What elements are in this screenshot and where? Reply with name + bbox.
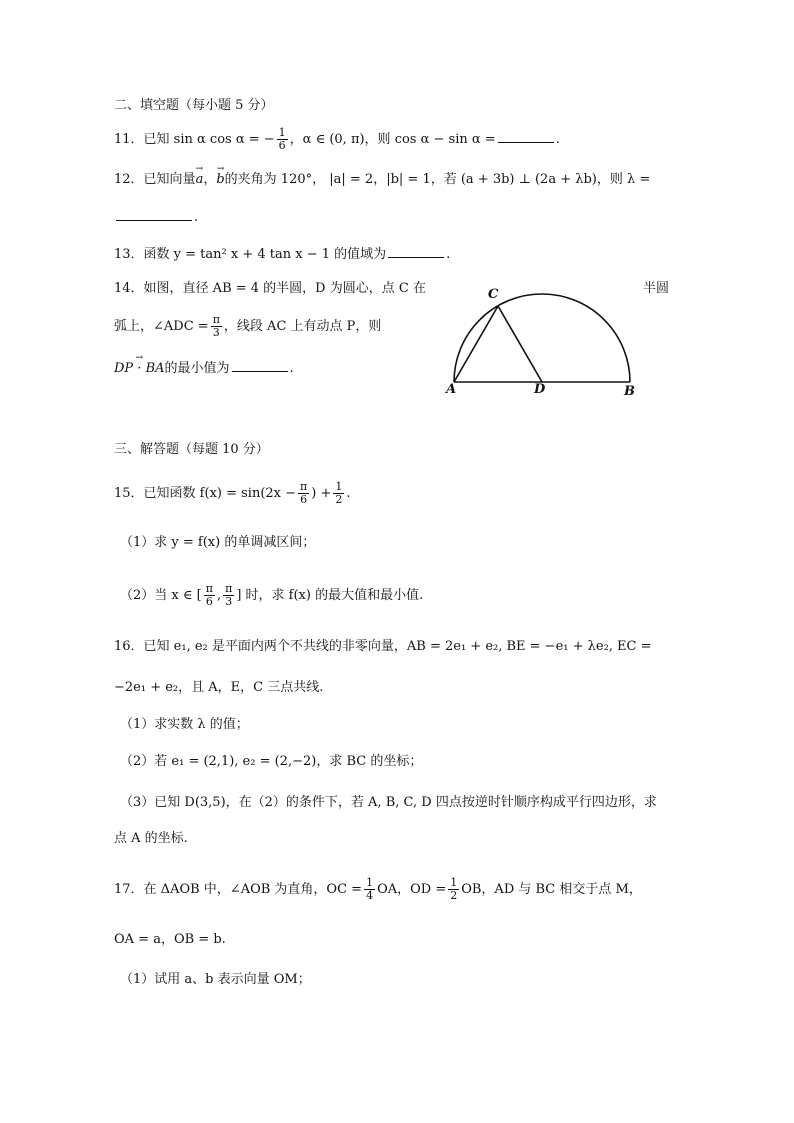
- segment-cd: [498, 306, 542, 382]
- answer-blank[interactable]: [388, 243, 444, 258]
- question-17-line2: [114, 930, 226, 950]
- point-label-a: A: [446, 382, 457, 397]
- fraction: [204, 583, 215, 608]
- part-text: （1）求实数 λ 的值；: [120, 717, 249, 732]
- separator: ，: [203, 172, 217, 187]
- question-text: 函数 y = tan² x + 4 tan x − 1 的值域为: [143, 247, 387, 262]
- part-text: （3）已知 D(3,5)，在（2）的条件下，若 A, B, C, D 四点按逆时针顺序构成平行四边形，求: [120, 795, 657, 810]
- question-16-part-3-line2: [114, 829, 188, 849]
- question-13: [114, 243, 450, 265]
- question-text: ，α ∈ (0, π)，则 cos α − sin α =: [289, 132, 496, 147]
- question-text: 已知向量: [143, 172, 196, 187]
- point-label-c: C: [488, 287, 499, 302]
- question-text: |a| = 2，|b| = 1，若 (a + 3b) ⊥ (2a + λb)，则 λ =: [329, 172, 651, 187]
- vector-b: → b: [216, 170, 224, 190]
- vector-expression: → DP · BA: [114, 359, 165, 379]
- question-number: 14．: [114, 281, 144, 296]
- question-16-part-3: [120, 793, 657, 813]
- point-label-b: B: [624, 384, 635, 399]
- section-heading-text: 三、解答题（每题 10 分）: [114, 442, 269, 457]
- fraction: [333, 481, 344, 506]
- question-number: 13．: [114, 247, 144, 262]
- question-12: [114, 170, 650, 190]
- question-text: 在 ΔAOB 中，∠AOB 为直角，OC =: [143, 882, 363, 897]
- fraction-numerator: 1: [278, 126, 286, 139]
- question-17: [114, 877, 642, 902]
- point-label-d: D: [534, 382, 546, 397]
- part-text: 点 A 的坐标.: [114, 831, 188, 846]
- answer-blank[interactable]: [232, 357, 288, 372]
- question-text: ，线段 AC 上有动点 P，则: [223, 319, 382, 334]
- question-15: [114, 481, 351, 506]
- question-text: OA，OD =: [377, 882, 447, 897]
- fraction-denominator: 3: [225, 595, 233, 608]
- question-16-part-1: [120, 715, 249, 735]
- fraction-numerator: 1: [366, 876, 374, 889]
- fraction-numerator: π: [225, 582, 233, 595]
- question-number: 15．: [114, 486, 144, 501]
- fraction-denominator: 2: [335, 493, 343, 506]
- question-end: .: [289, 361, 294, 376]
- vector-a: → a: [196, 170, 204, 190]
- question-text: 已知函数 f(x) = sin(2x −: [143, 486, 297, 501]
- separator: ,: [216, 588, 222, 603]
- fraction-numerator: π: [205, 582, 213, 595]
- question-end: .: [194, 210, 199, 225]
- question-text: 半圆: [643, 281, 670, 296]
- question-number: 17．: [114, 882, 144, 897]
- section-heading-fill-in: [114, 96, 274, 116]
- fraction-denominator: 3: [212, 326, 220, 339]
- fraction-numerator: π: [300, 480, 308, 493]
- fraction-numerator: π: [212, 313, 220, 326]
- fraction: [298, 481, 309, 506]
- question-11: [114, 127, 560, 152]
- question-text: 的最小值为: [164, 361, 230, 376]
- question-17-part-1: [120, 970, 311, 990]
- fraction: [277, 127, 288, 152]
- question-text: 如图，直径 AB = 4 的半圆，D 为圆心，点 C 在: [143, 281, 426, 296]
- question-text: 已知 sin α cos α = −: [143, 132, 275, 147]
- fraction: [448, 877, 459, 902]
- part-text: （2）若 e₁ = (2,1), e₂ = (2,−2)，求 BC 的坐标；: [120, 754, 423, 769]
- question-14: [114, 279, 426, 299]
- semicircle-figure: [440, 280, 680, 410]
- question-16-part-2: [120, 752, 422, 772]
- question-16: [114, 637, 652, 657]
- part-text: （2）当 x ∈ [: [120, 588, 202, 603]
- section-heading-solutions: [114, 440, 269, 460]
- question-15-part-2: [120, 583, 423, 608]
- part-text: ] 时，求 f(x) 的最大值和最小值.: [236, 588, 424, 603]
- question-text: OB，AD 与 BC 相交于点 M，: [461, 882, 642, 897]
- fraction-denominator: 6: [205, 595, 213, 608]
- semicircle-arc: [454, 294, 630, 382]
- question-text: 已知 e₁, e₂ 是平面内两个不共线的非零向量，AB = 2e₁ + e₂, BE = −e₁ + λe₂, EC =: [143, 639, 652, 654]
- fraction: [364, 877, 375, 902]
- question-number: 16．: [114, 639, 144, 654]
- question-end: .: [346, 486, 351, 501]
- fraction-denominator: 6: [278, 139, 286, 152]
- fraction: [223, 583, 234, 608]
- question-text: 的夹角为 120°，: [224, 172, 326, 187]
- answer-blank[interactable]: [498, 128, 554, 143]
- question-text: 弧上，∠ADC =: [114, 319, 209, 334]
- question-end: .: [446, 247, 451, 262]
- question-number: 12．: [114, 172, 144, 187]
- fraction-denominator: 6: [300, 493, 308, 506]
- question-16-line2: [114, 678, 323, 698]
- part-text: （1）试用 a、b 表示向量 OM；: [120, 972, 311, 987]
- segment-ac: [454, 306, 498, 382]
- answer-blank[interactable]: [116, 206, 192, 221]
- section-heading-text: 二、填空题（每小题 5 分）: [114, 98, 274, 113]
- fraction-numerator: 1: [450, 876, 458, 889]
- question-14-line2: [114, 314, 381, 339]
- semicircle-diagram: [440, 280, 680, 410]
- question-text: OA = a，OB = b.: [114, 932, 226, 947]
- question-number: 11．: [114, 132, 144, 147]
- fraction: [211, 314, 222, 339]
- question-end: .: [555, 132, 560, 147]
- fraction-denominator: 2: [450, 889, 458, 902]
- part-text: （1）求 y = f(x) 的单调减区间；: [120, 535, 316, 550]
- fraction-denominator: 4: [366, 889, 374, 902]
- question-text: ) +: [311, 486, 332, 501]
- fraction-numerator: 1: [335, 480, 343, 493]
- question-15-part-1: [120, 533, 315, 553]
- question-14-line3: [114, 357, 294, 379]
- question-12-answer-line: [114, 206, 198, 228]
- question-text: −2e₁ + e₂，且 A，E，C 三点共线.: [114, 680, 324, 695]
